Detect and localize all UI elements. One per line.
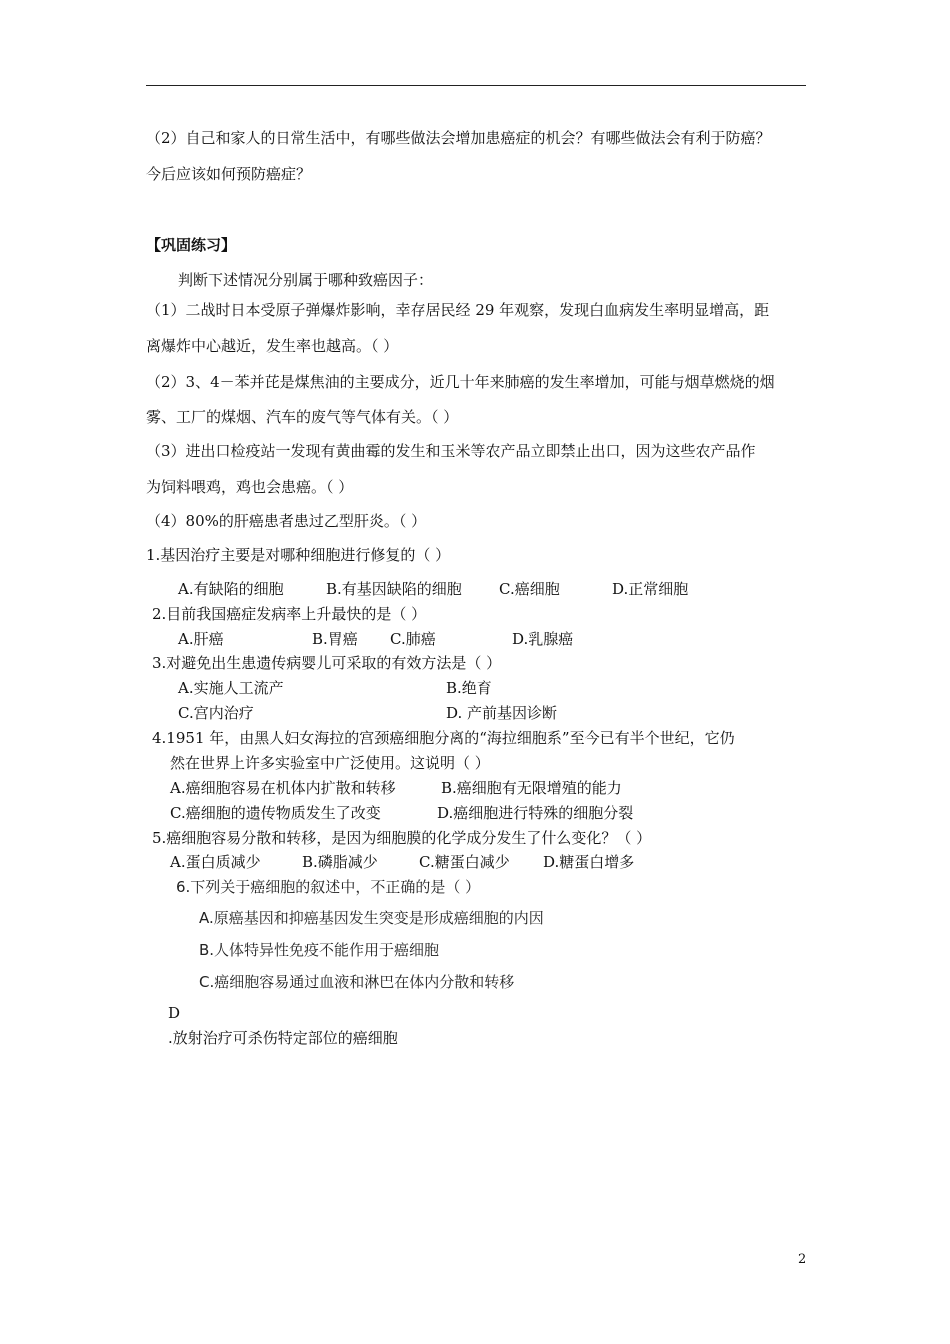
q5-option-d: D.糖蛋白增多 bbox=[543, 853, 635, 871]
q3-stem: 3.对避免出生患遗传病婴儿可采取的有效方法是（ ） bbox=[152, 654, 502, 672]
q5-option-c: C.糖蛋白减少 bbox=[419, 853, 510, 871]
q1-option-c: C.癌细胞 bbox=[499, 580, 560, 598]
item-3-line-1: （3）进出口检疫站一发现有黄曲霉的发生和玉米等农产品立即禁止出口，因为这些农产品作 bbox=[146, 442, 756, 460]
q3-option-c: C.宫内治疗 bbox=[178, 704, 254, 722]
header-rule bbox=[146, 85, 806, 86]
item-3-line-2: 为饲料喂鸡，鸡也会患癌。（ ） bbox=[146, 478, 354, 496]
q4-option-d: D.癌细胞进行特殊的细胞分裂 bbox=[437, 804, 634, 822]
q1-option-b: B.有基因缺陷的细胞 bbox=[326, 580, 462, 598]
q4-stem-line-2: 然在世界上许多实验室中广泛使用。这说明（ ） bbox=[170, 754, 490, 772]
item-4: （4）80%的肝癌患者患过乙型肝炎。（ ） bbox=[146, 512, 427, 530]
q2-option-d: D.乳腺癌 bbox=[512, 630, 574, 648]
item-2-line-1: （2）3、4－苯并芘是煤焦油的主要成分，近几十年来肺癌的发生率增加，可能与烟草燃烧的烟 bbox=[146, 373, 775, 391]
q6-option-d-letter: D bbox=[168, 1004, 181, 1022]
item-2-line-2: 雾、工厂的煤烟、汽车的废气等气体有关。（ ） bbox=[146, 408, 459, 426]
q1-option-a: A.有缺陷的细胞 bbox=[178, 580, 284, 598]
question-2-line-1: （2）自己和家人的日常生活中，有哪些做法会增加患癌症的机会？有哪些做法会有利于防癌？ bbox=[146, 129, 771, 147]
q2-stem: 2.目前我国癌症发病率上升最快的是（ ） bbox=[152, 605, 427, 623]
q3-option-b: B.绝育 bbox=[446, 679, 492, 697]
item-1-line-1: （1）二战时日本受原子弹爆炸影响，幸存居民经 29 年观察，发现白血病发生率明显增高，距 bbox=[146, 301, 770, 319]
q6-option-b: B.人体特异性免疫不能作用于癌细胞 bbox=[199, 941, 440, 959]
q6-option-c: C.癌细胞容易通过血液和淋巴在体内分散和转移 bbox=[199, 973, 515, 991]
q2-option-c: C.肺癌 bbox=[390, 630, 436, 648]
section-heading: 【巩固练习】 bbox=[146, 236, 237, 254]
q5-option-b: B.磷脂减少 bbox=[302, 853, 378, 871]
q3-option-a: A.实施人工流产 bbox=[178, 679, 284, 697]
q1-stem: 1.基因治疗主要是对哪种细胞进行修复的（ ） bbox=[146, 546, 451, 564]
q2-option-b: B.胃癌 bbox=[312, 630, 358, 648]
item-1-line-2: 离爆炸中心越近，发生率也越高。（ ） bbox=[146, 337, 399, 355]
q2-option-a: A.肝癌 bbox=[178, 630, 224, 648]
q4-option-b: B.癌细胞有无限增殖的能力 bbox=[441, 779, 622, 797]
q4-stem-line-1: 4.1951 年，由黑人妇女海拉的宫颈癌细胞分离的“海拉细胞系”至今已有半个世纪，它仍 bbox=[152, 729, 735, 747]
q6-stem: 6.下列关于癌细胞的叙述中，不正确的是（ ） bbox=[176, 878, 481, 896]
q5-stem: 5.癌细胞容易分散和转移，是因为细胞膜的化学成分发生了什么变化？（ ） bbox=[152, 829, 652, 847]
q1-option-d: D.正常细胞 bbox=[612, 580, 689, 598]
q5-option-a: A.蛋白质减少 bbox=[170, 853, 261, 871]
q6-option-a: A.原癌基因和抑癌基因发生突变是形成癌细胞的内因 bbox=[199, 909, 544, 927]
instruction: 判断下述情况分别属于哪种致癌因子： bbox=[178, 271, 434, 289]
q3-option-d: D. 产前基因诊断 bbox=[446, 704, 558, 722]
page-number: 2 bbox=[798, 1252, 807, 1267]
question-2-line-2: 今后应该如何预防癌症？ bbox=[146, 165, 312, 183]
q4-option-c: C.癌细胞的遗传物质发生了改变 bbox=[170, 804, 381, 822]
q6-option-d-text: .放射治疗可杀伤特定部位的癌细胞 bbox=[168, 1029, 398, 1047]
q4-option-a: A.癌细胞容易在机体内扩散和转移 bbox=[170, 779, 396, 797]
